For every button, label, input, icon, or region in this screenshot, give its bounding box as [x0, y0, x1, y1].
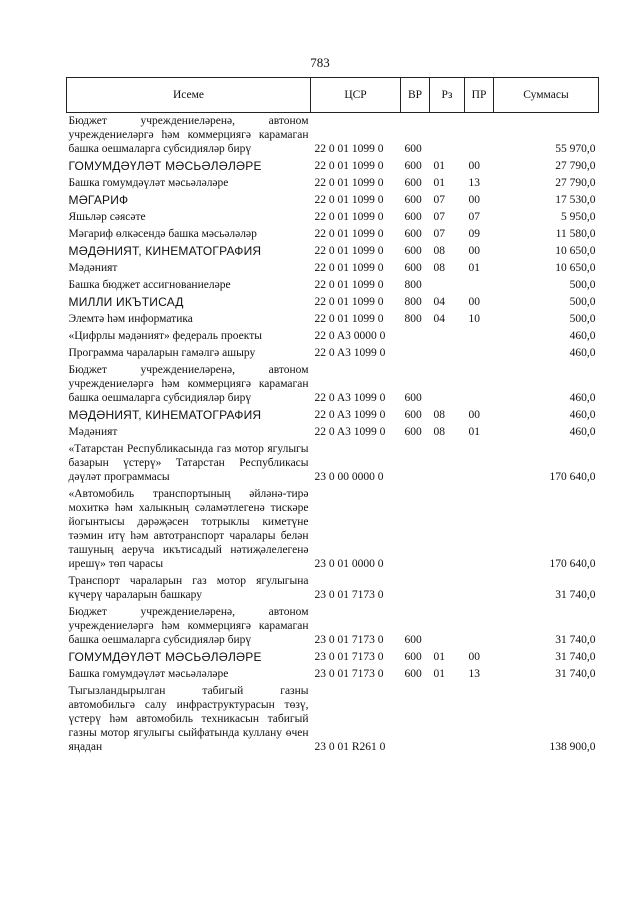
cell-rz: 08 — [433, 409, 445, 421]
table-row — [67, 683, 599, 756]
cell-sum: 10 650,0 — [555, 245, 596, 257]
table-row — [67, 328, 599, 345]
table-row — [67, 604, 599, 649]
cell-csr: 23 0 01 0000 0 — [314, 558, 384, 570]
table-row — [67, 407, 599, 424]
cell-sum: 460,0 — [569, 409, 596, 421]
table-row — [67, 113, 599, 159]
cell-name: ГОМУМДӘҮЛӘТ МӘСЬӘЛӘЛӘРЕ — [68, 650, 262, 664]
cell-name: МӘГАРИФ — [68, 193, 129, 207]
table-row — [67, 311, 599, 328]
cell-sum: 27 790,0 — [555, 177, 596, 189]
table-row — [67, 192, 599, 209]
cell-name: Башка гомумдәүләт мәсьәләләре — [68, 177, 229, 189]
cell-pr: 00 — [468, 651, 480, 663]
cell-vr: 600 — [404, 211, 422, 223]
cell-name: Бюджет учреждениеләренә, автоном учреждениеләргә һәм коммерциягә карамаган башка оешмаларга субсидияләр бирү — [68, 606, 309, 646]
cell-name: МӘДӘНИЯТ, КИНЕМАТОГРАФИЯ — [68, 244, 262, 258]
header-pr: ПР — [465, 78, 494, 113]
cell-vr: 600 — [404, 177, 422, 189]
cell-sum: 55 970,0 — [555, 143, 596, 155]
cell-csr: 22 0 01 1099 0 — [314, 211, 384, 223]
cell-pr: 10 — [468, 313, 480, 325]
cell-vr: 600 — [404, 409, 422, 421]
table-row — [67, 294, 599, 311]
cell-pr: 13 — [468, 668, 480, 680]
cell-rz: 07 — [433, 228, 445, 240]
cell-rz: 08 — [433, 426, 445, 438]
cell-pr — [465, 277, 494, 294]
cell-pr — [465, 328, 494, 345]
cell-sum: 17 530,0 — [555, 194, 596, 206]
cell-name: Мәдәният — [68, 426, 118, 438]
table-row — [67, 649, 599, 666]
cell-name: Бюджет учреждениеләренә, автоном учреждениеләргә һәм коммерциягә карамаган башка оешмаларга субсидияләр бирү — [68, 364, 309, 404]
cell-vr: 800 — [404, 279, 422, 291]
cell-vr — [401, 441, 430, 486]
cell-pr — [465, 604, 494, 649]
cell-pr: 00 — [468, 194, 480, 206]
cell-pr: 09 — [468, 228, 480, 240]
cell-vr: 600 — [404, 194, 422, 206]
table-row — [67, 243, 599, 260]
cell-pr — [465, 683, 494, 756]
cell-name: Башка гомумдәүләт мәсьәләләре — [68, 668, 229, 680]
cell-rz: 01 — [433, 160, 445, 172]
cell-name: «Цифрлы мәдәният» федераль проекты — [68, 330, 262, 342]
cell-sum: 31 740,0 — [555, 589, 596, 601]
cell-name: Мәгариф өлкәсендә башка мәсьәләләр — [68, 228, 257, 240]
cell-pr: 00 — [468, 296, 480, 308]
table-row — [67, 424, 599, 441]
cell-sum: 27 790,0 — [555, 160, 596, 172]
cell-rz — [430, 604, 465, 649]
header-vr: ВР — [401, 78, 430, 113]
cell-sum: 460,0 — [569, 426, 596, 438]
cell-name: Программа чараларын гамәлгә ашыру — [68, 347, 256, 359]
cell-pr — [465, 486, 494, 573]
cell-sum: 170 640,0 — [549, 471, 596, 483]
header-csr: ЦСР — [311, 78, 401, 113]
table-row — [67, 260, 599, 277]
cell-pr — [465, 441, 494, 486]
cell-pr: 00 — [468, 160, 480, 172]
cell-csr: 22 0 01 1099 0 — [314, 160, 384, 172]
cell-sum: 31 740,0 — [555, 634, 596, 646]
cell-pr: 01 — [468, 262, 480, 274]
cell-csr: 23 0 00 0000 0 — [314, 471, 384, 483]
cell-vr — [401, 486, 430, 573]
table-row — [67, 441, 599, 486]
cell-pr: 07 — [468, 211, 480, 223]
cell-sum: 11 580,0 — [555, 228, 596, 240]
cell-csr: 22 0 01 1099 0 — [314, 177, 384, 189]
cell-sum: 138 900,0 — [549, 741, 596, 753]
cell-rz: 08 — [433, 262, 445, 274]
cell-sum: 31 740,0 — [555, 651, 596, 663]
header-rz: Рз — [430, 78, 465, 113]
cell-csr: 22 0 01 1099 0 — [314, 228, 384, 240]
cell-name: ГОМУМДӘҮЛӘТ МӘСЬӘЛӘЛӘРЕ — [68, 159, 262, 173]
cell-name: Яшьләр сәясәте — [68, 211, 146, 223]
cell-name: «Татарстан Республикасында газ мотор ягулыгы базарын үстерү» Татарстан Республикасы дәүләт программасы — [68, 443, 309, 483]
cell-csr: 22 0 A3 0000 0 — [314, 330, 386, 342]
cell-vr — [401, 345, 430, 362]
cell-rz: 04 — [433, 296, 445, 308]
cell-sum: 500,0 — [569, 313, 596, 325]
table-header-row — [67, 78, 599, 113]
cell-sum: 5 950,0 — [561, 211, 596, 223]
cell-csr: 22 0 01 1099 0 — [314, 245, 384, 257]
cell-rz — [430, 345, 465, 362]
cell-csr: 22 0 A3 1099 0 — [314, 409, 386, 421]
cell-sum: 460,0 — [569, 392, 596, 404]
table-row — [67, 277, 599, 294]
cell-pr — [465, 113, 494, 159]
cell-csr: 23 0 01 R261 0 — [314, 741, 386, 753]
cell-sum: 460,0 — [569, 330, 596, 342]
budget-table — [66, 77, 599, 756]
cell-vr: 600 — [404, 426, 422, 438]
header-sum: Суммасы — [494, 78, 599, 113]
cell-name: МӘДӘНИЯТ, КИНЕМАТОГРАФИЯ — [68, 408, 262, 422]
cell-vr: 800 — [404, 313, 422, 325]
table-row — [67, 175, 599, 192]
cell-pr: 01 — [468, 426, 480, 438]
cell-vr — [401, 683, 430, 756]
cell-name: Башка бюджет ассигнованиеләре — [68, 279, 231, 291]
cell-csr: 22 0 01 1099 0 — [314, 279, 384, 291]
cell-vr: 600 — [404, 143, 422, 155]
cell-name: Элемтә һәм информатика — [68, 313, 193, 325]
cell-sum: 460,0 — [569, 347, 596, 359]
cell-name: Транспорт чараларын газ мотор ягулыгына күчерү чараларын башкару — [68, 575, 309, 601]
cell-csr: 22 0 01 1099 0 — [314, 143, 384, 155]
cell-rz: 01 — [433, 651, 445, 663]
cell-vr: 600 — [404, 634, 422, 646]
cell-csr: 23 0 01 7173 0 — [314, 634, 384, 646]
cell-vr: 600 — [404, 245, 422, 257]
cell-rz — [430, 113, 465, 159]
cell-vr: 600 — [404, 392, 422, 404]
cell-pr — [465, 362, 494, 407]
table-row — [67, 226, 599, 243]
cell-rz: 01 — [433, 177, 445, 189]
cell-vr — [401, 328, 430, 345]
page-number: 783 — [310, 55, 330, 70]
cell-csr: 22 0 01 1099 0 — [314, 194, 384, 206]
cell-rz: 08 — [433, 245, 445, 257]
cell-name: Тыгызландырылган табигый газны автомобильгә салу инфраструктурасын төзү, үстерү һәм автомобиль техникасын табигый газны мотор ягулыгы сыйфатында куллану өчен яңадан — [68, 685, 309, 753]
cell-rz — [430, 441, 465, 486]
table-row — [67, 573, 599, 604]
cell-csr: 22 0 01 1099 0 — [314, 262, 384, 274]
cell-rz: 07 — [433, 194, 445, 206]
cell-csr: 22 0 A3 1099 0 — [314, 347, 386, 359]
cell-vr: 600 — [404, 228, 422, 240]
cell-sum: 500,0 — [569, 279, 596, 291]
cell-pr: 00 — [468, 409, 480, 421]
cell-sum: 10 650,0 — [555, 262, 596, 274]
cell-sum: 170 640,0 — [549, 558, 596, 570]
cell-csr: 22 0 A3 1099 0 — [314, 426, 386, 438]
cell-rz — [430, 683, 465, 756]
cell-csr: 23 0 01 7173 0 — [314, 668, 384, 680]
cell-rz — [430, 277, 465, 294]
cell-vr: 600 — [404, 262, 422, 274]
cell-pr: 13 — [468, 177, 480, 189]
cell-vr — [401, 573, 430, 604]
cell-sum: 500,0 — [569, 296, 596, 308]
cell-pr: 00 — [468, 245, 480, 257]
cell-csr: 22 0 A3 1099 0 — [314, 392, 386, 404]
table-row — [67, 666, 599, 683]
cell-vr: 600 — [404, 160, 422, 172]
cell-csr: 23 0 01 7173 0 — [314, 651, 384, 663]
table-row — [67, 158, 599, 175]
table-body — [67, 113, 599, 757]
cell-csr: 22 0 01 1099 0 — [314, 313, 384, 325]
table-row — [67, 209, 599, 226]
cell-rz: 07 — [433, 211, 445, 223]
cell-vr: 600 — [404, 668, 422, 680]
cell-csr: 22 0 01 1099 0 — [314, 296, 384, 308]
cell-rz: 01 — [433, 668, 445, 680]
table-row — [67, 345, 599, 362]
cell-pr — [465, 573, 494, 604]
cell-csr: 23 0 01 7173 0 — [314, 589, 384, 601]
cell-rz — [430, 362, 465, 407]
header-name: Исеме — [67, 78, 311, 113]
cell-name: Бюджет учреждениеләренә, автоном учреждениеләргә һәм коммерциягә карамаган башка оешмаларга субсидияләр бирү — [68, 115, 309, 155]
cell-sum: 31 740,0 — [555, 668, 596, 680]
cell-vr: 600 — [404, 651, 422, 663]
cell-rz — [430, 328, 465, 345]
cell-vr: 800 — [404, 296, 422, 308]
cell-pr — [465, 345, 494, 362]
table-row — [67, 362, 599, 407]
cell-name: МИЛЛИ ИКЪТИСАД — [68, 295, 184, 309]
table-row — [67, 486, 599, 573]
cell-name: «Автомобиль транспортының әйләнә-тирә мохиткә һәм халыкның сәламәтлегенә тискәре йогынтысы дәрәҗәсен тотрыклы киметүне тәэмин итү һәм автотранспорт чаралары белән ташуның аеруча икътисадый нәтиҗәлелегенә ирешү» төп чарасы — [68, 488, 309, 570]
cell-rz — [430, 486, 465, 573]
cell-name: Мәдәният — [68, 262, 118, 274]
cell-rz: 04 — [433, 313, 445, 325]
cell-rz — [430, 573, 465, 604]
